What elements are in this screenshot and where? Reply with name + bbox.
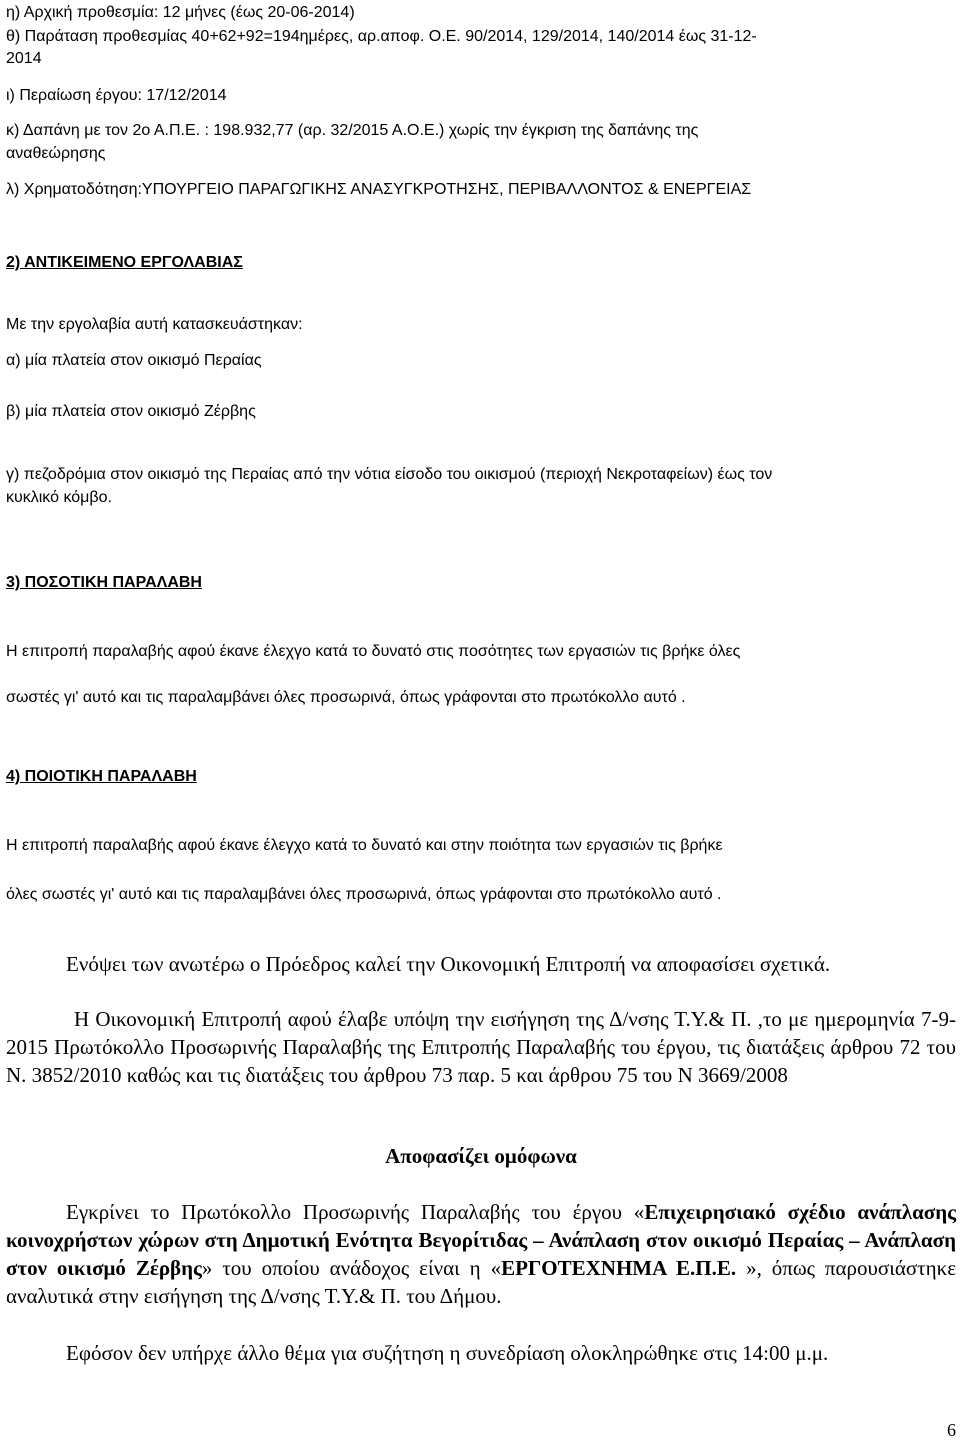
contractor-name: ΕΡΓΟΤΕΧΝΗΜΑ Ε.Π.Ε.: [501, 1256, 747, 1280]
section3-heading: 3) ΠΟΣΟΤΙΚΗ ΠΑΡΑΛΑΒΗ: [6, 574, 202, 591]
paragraph-closing: Εφόσον δεν υπήρχε άλλο θέμα για συζήτηση η συνεδρίαση ολοκληρώθηκε στις 14:00 μ.μ.: [66, 1341, 829, 1365]
section4-line2: όλες σωστές γι' αυτό και τις παραλαμβάνει όλες προσωρινά, όπως γράφονται στο πρωτόκολλο αυτό .: [6, 886, 722, 903]
item-eta: η) Αρχική προθεσμία: 12 μήνες (έως 20-06-2014): [6, 4, 355, 21]
item-iota: ι) Περαίωση έργου: 17/12/2014: [6, 87, 227, 104]
item-kappa-line2: αναθεώρησης: [6, 145, 106, 162]
section2-intro: Με την εργολαβία αυτή κατασκευάστηκαν:: [6, 316, 303, 333]
item-kappa-line1: κ) Δαπάνη με τον 2ο Α.Π.Ε. : 198.932,77 (αρ. 32/2015 Α.Ο.Ε.) χωρίς την έγκριση της δαπάνης της: [6, 122, 699, 139]
section3-line1: Η επιτροπή παραλαβής αφού έκανε έλεχγο κατά το δυνατό στις ποσότητες των εργασιών τις βρήκε όλες: [6, 643, 741, 660]
item-lambda: λ) Χρηματοδότηση:ΥΠΟΥΡΓΕΙΟ ΠΑΡΑΓΩΓΙΚΗΣ ΑΝΑΣΥΓΚΡΟΤΗΣΗΣ, ΠΕΡΙΒΑΛΛΟΝΤΟΣ & ΕΝΕΡΓΕΙΑΣ: [6, 181, 752, 198]
project-title: Επιχειρησιακό σχέδιο ανάπλασης κοινοχρήστων χώρων στη Δημοτική Ενότητα Βεγορίτιδας – Ανάπλαση στον οικισμό Περαίας – Ανάπλαση στον οικισμό Ζέρβης: [6, 1200, 956, 1280]
decision-heading: Αποφασίζει ομόφωνα: [385, 1144, 577, 1168]
paragraph-approval: Εγκρίνει το Πρωτόκολλο Προσωρινής Παραλαβής του έργου «Επιχειρησιακό σχέδιο ανάπλασης κοινοχρήστων χώρων στη Δημοτική Ενότητα Βεγορίτιδας – Ανάπλαση στον οικισμό Περαίας – Ανάπλαση στον οικισμό Ζέρβης» του οποίου ανάδοχος είναι η «ΕΡΓΟΤΕΧΝΗΜΑ Ε.Π.Ε. », όπως παρουσιάστηκε αναλυτικά στην εισήγηση της Δ/νσης Τ.Υ.& Π. του Δήμου.: [6, 1200, 957, 1308]
paragraph-committee: Η Οικονομική Επιτροπή αφού έλαβε υπόψη την εισήγηση της Δ/νσης Τ.Υ.& Π. ,το με ημερομηνία 7-9-2015 Πρωτόκολλο Προσωρινής Παραλαβής της Επιτροπής Παραλαβής του έργου, τις διατάξεις άρθρου 72 του Ν. 3852/2010 καθώς και τις διατάξεις του άρθρου 73 παρ. 5 και άρθρου 75 του Ν 3669/2008: [6, 1007, 956, 1087]
section2-item-a: α) μία πλατεία στον οικισμό Περαίας: [6, 352, 262, 369]
item-theta-line1: θ) Παράταση προθεσμίας 40+62+92=194ημέρες, αρ.αποφ. Ο.Ε. 90/2014, 129/2014, 140/2014 έως 31-12-: [6, 28, 757, 45]
section2-item-c-line2: κυκλικό κόμβο.: [6, 489, 112, 506]
section2-item-c-line1: γ) πεζοδρόμια στον οικισμό της Περαίας από την νότια είσοδο του οικισμού (περιοχή Νεκροταφείων) έως τον: [6, 466, 773, 483]
section2-heading: 2) ΑΝΤΙΚΕΙΜΕΝΟ ΕΡΓΟΛΑΒΙΑΣ: [6, 254, 243, 271]
section4-line1: Η επιτροπή παραλαβής αφού έκανε έλεγχο κατά το δυνατό και στην ποιότητα των εργασιών τις βρήκε: [6, 837, 723, 854]
item-theta-line2: 2014: [6, 50, 42, 67]
section4-heading: 4) ΠΟΙΟΤΙΚΗ ΠΑΡΑΛΑΒΗ: [6, 768, 197, 785]
section3-line2: σωστές γι' αυτό και τις παραλαμβάνει όλες προσωρινά, όπως γράφονται στο πρωτόκολλο αυτό .: [6, 689, 686, 706]
section2-item-b: β) μία πλατεία στον οικισμό Ζέρβης: [6, 403, 256, 420]
paragraph-proposal: Ενόψει των ανωτέρω ο Πρόεδρος καλεί την Οικονομική Επιτροπή να αποφασίσει σχετικά.: [66, 952, 831, 976]
page-number: 6: [947, 1420, 956, 1440]
